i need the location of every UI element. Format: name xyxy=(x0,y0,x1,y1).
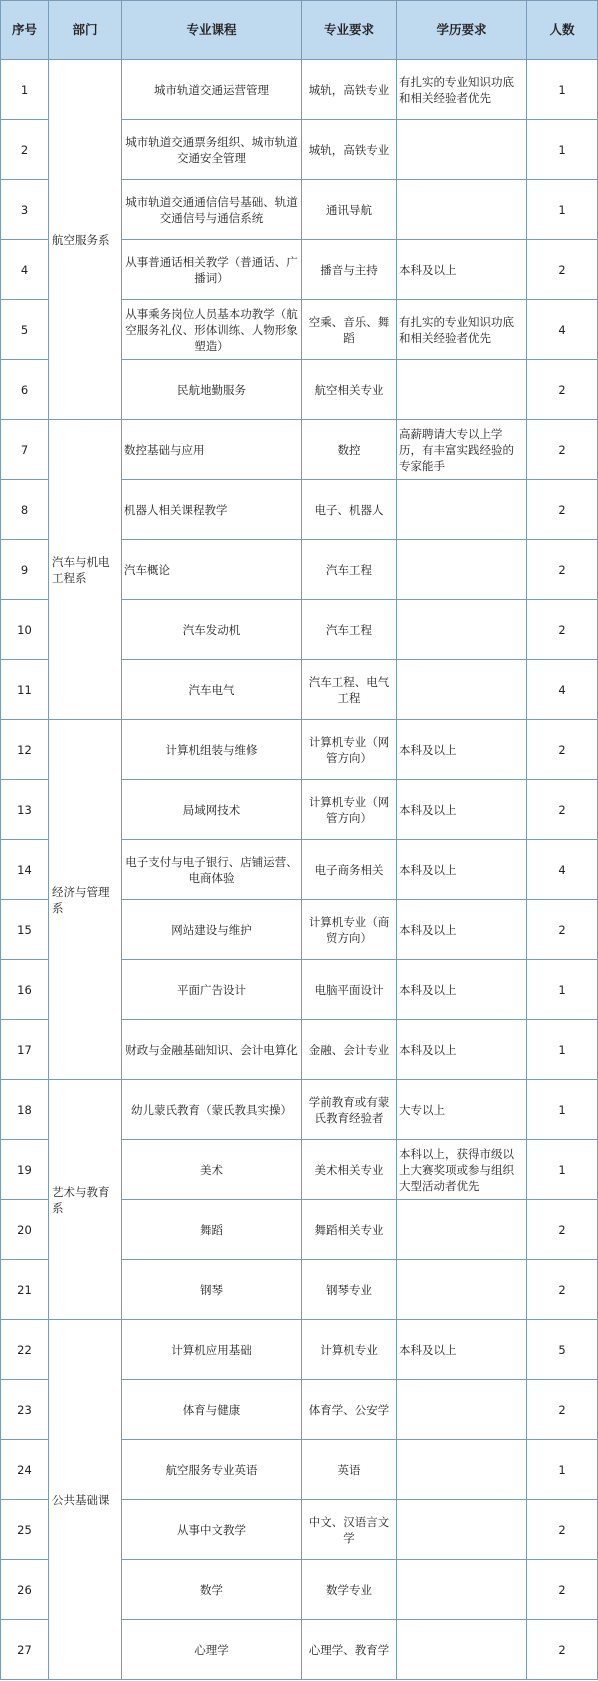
education-requirement-cell: 本科及以上 xyxy=(397,900,527,960)
header-row xyxy=(1,1,598,60)
row-index: 8 xyxy=(1,480,49,540)
row-index: 21 xyxy=(1,1260,49,1320)
count-cell: 2 xyxy=(527,780,598,840)
count-cell: 2 xyxy=(527,900,598,960)
header-education-requirement: 学历要求 xyxy=(397,1,527,60)
major-requirement-cell: 金融、会计专业 xyxy=(302,1020,397,1080)
education-requirement-cell: 本科及以上 xyxy=(397,1020,527,1080)
course-cell: 从事中文教学 xyxy=(122,1500,302,1560)
education-requirement-cell xyxy=(397,120,527,180)
count-cell: 1 xyxy=(527,1440,598,1500)
major-requirement-cell: 美术相关专业 xyxy=(302,1140,397,1200)
course-cell: 财政与金融基础知识、会计电算化 xyxy=(122,1020,302,1080)
row-index: 18 xyxy=(1,1080,49,1140)
count-cell: 1 xyxy=(527,60,598,120)
count-cell: 1 xyxy=(527,960,598,1020)
row-index: 26 xyxy=(1,1560,49,1620)
count-cell: 2 xyxy=(527,1260,598,1320)
major-requirement-cell: 空乘、音乐、舞蹈 xyxy=(302,300,397,360)
count-cell: 2 xyxy=(527,1200,598,1260)
education-requirement-cell xyxy=(397,180,527,240)
header-index: 序号 xyxy=(1,1,49,60)
count-cell: 4 xyxy=(527,660,598,720)
major-requirement-cell: 汽车工程 xyxy=(302,540,397,600)
major-requirement-cell: 学前教育或有蒙氏教育经验者 xyxy=(302,1080,397,1140)
header-major-requirement: 专业要求 xyxy=(302,1,397,60)
row-index: 1 xyxy=(1,60,49,120)
row-index: 14 xyxy=(1,840,49,900)
table-row xyxy=(1,60,598,120)
row-index: 11 xyxy=(1,660,49,720)
course-cell: 计算机组装与维修 xyxy=(122,720,302,780)
education-requirement-cell: 有扎实的专业知识功底和相关经验者优先 xyxy=(397,300,527,360)
row-index: 5 xyxy=(1,300,49,360)
row-index: 22 xyxy=(1,1320,49,1380)
course-cell: 从事乘务岗位人员基本功教学（航空服务礼仪、形体训练、人物形象塑造） xyxy=(122,300,302,360)
education-requirement-cell xyxy=(397,1200,527,1260)
education-requirement-cell xyxy=(397,540,527,600)
count-cell: 1 xyxy=(527,120,598,180)
major-requirement-cell: 中文、汉语言文学 xyxy=(302,1500,397,1560)
education-requirement-cell xyxy=(397,360,527,420)
header-department: 部门 xyxy=(49,1,122,60)
major-requirement-cell: 数学专业 xyxy=(302,1560,397,1620)
course-cell: 城市轨道交通通信信号基础、轨道交通信号与通信系统 xyxy=(122,180,302,240)
department-cell: 航空服务系 xyxy=(49,60,122,420)
count-cell: 2 xyxy=(527,720,598,780)
education-requirement-cell xyxy=(397,1260,527,1320)
major-requirement-cell: 心理学、教育学 xyxy=(302,1620,397,1680)
education-requirement-cell: 本科及以上 xyxy=(397,840,527,900)
count-cell: 2 xyxy=(527,1560,598,1620)
education-requirement-cell: 本科以上，获得市级以上大赛奖项或参与组织大型活动者优先 xyxy=(397,1140,527,1200)
count-cell: 1 xyxy=(527,1080,598,1140)
count-cell: 5 xyxy=(527,1320,598,1380)
count-cell: 1 xyxy=(527,1020,598,1080)
row-index: 27 xyxy=(1,1620,49,1680)
course-cell: 汽车电气 xyxy=(122,660,302,720)
major-requirement-cell: 英语 xyxy=(302,1440,397,1500)
education-requirement-cell: 高薪聘请大专以上学历，有丰富实践经验的专家能手 xyxy=(397,420,527,480)
row-index: 15 xyxy=(1,900,49,960)
count-cell: 2 xyxy=(527,360,598,420)
course-cell: 钢琴 xyxy=(122,1260,302,1320)
major-requirement-cell: 电子、机器人 xyxy=(302,480,397,540)
table-row xyxy=(1,720,598,780)
count-cell: 1 xyxy=(527,1140,598,1200)
row-index: 9 xyxy=(1,540,49,600)
major-requirement-cell: 计算机专业（商贸方向） xyxy=(302,900,397,960)
department-cell: 汽车与机电工程系 xyxy=(49,420,122,720)
education-requirement-cell: 本科及以上 xyxy=(397,960,527,1020)
header-course: 专业课程 xyxy=(122,1,302,60)
course-cell: 电子支付与电子银行、店铺运营、电商体验 xyxy=(122,840,302,900)
row-index: 6 xyxy=(1,360,49,420)
row-index: 12 xyxy=(1,720,49,780)
table-header xyxy=(1,1,598,60)
count-cell: 4 xyxy=(527,840,598,900)
row-index: 25 xyxy=(1,1500,49,1560)
major-requirement-cell: 汽车工程 xyxy=(302,600,397,660)
course-cell: 数学 xyxy=(122,1560,302,1620)
education-requirement-cell: 本科及以上 xyxy=(397,720,527,780)
course-cell: 航空服务专业英语 xyxy=(122,1440,302,1500)
course-cell: 美术 xyxy=(122,1140,302,1200)
education-requirement-cell xyxy=(397,1440,527,1500)
row-index: 4 xyxy=(1,240,49,300)
row-index: 3 xyxy=(1,180,49,240)
course-cell: 汽车发动机 xyxy=(122,600,302,660)
course-cell: 计算机应用基础 xyxy=(122,1320,302,1380)
course-cell: 民航地勤服务 xyxy=(122,360,302,420)
row-index: 23 xyxy=(1,1380,49,1440)
count-cell: 4 xyxy=(527,300,598,360)
table-row xyxy=(1,1080,598,1140)
count-cell: 2 xyxy=(527,540,598,600)
count-cell: 2 xyxy=(527,420,598,480)
education-requirement-cell: 本科及以上 xyxy=(397,240,527,300)
education-requirement-cell xyxy=(397,1380,527,1440)
count-cell: 2 xyxy=(527,240,598,300)
course-cell: 平面广告设计 xyxy=(122,960,302,1020)
count-cell: 1 xyxy=(527,180,598,240)
row-index: 19 xyxy=(1,1140,49,1200)
course-cell: 机器人相关课程教学 xyxy=(122,480,302,540)
education-requirement-cell xyxy=(397,480,527,540)
education-requirement-cell xyxy=(397,1500,527,1560)
major-requirement-cell: 航空相关专业 xyxy=(302,360,397,420)
row-index: 13 xyxy=(1,780,49,840)
course-cell: 数控基础与应用 xyxy=(122,420,302,480)
education-requirement-cell xyxy=(397,1560,527,1620)
row-index: 20 xyxy=(1,1200,49,1260)
course-cell: 城市轨道交通票务组织、城市轨道交通安全管理 xyxy=(122,120,302,180)
row-index: 24 xyxy=(1,1440,49,1500)
table-row xyxy=(1,420,598,480)
department-cell: 经济与管理系 xyxy=(49,720,122,1080)
course-cell: 幼儿蒙氏教育（蒙氏教具实操） xyxy=(122,1080,302,1140)
row-index: 2 xyxy=(1,120,49,180)
course-cell: 城市轨道交通运营管理 xyxy=(122,60,302,120)
education-requirement-cell: 本科及以上 xyxy=(397,1320,527,1380)
department-cell: 公共基础课 xyxy=(49,1320,122,1680)
major-requirement-cell: 汽车工程、电气工程 xyxy=(302,660,397,720)
course-cell: 局域网技术 xyxy=(122,780,302,840)
major-requirement-cell: 舞蹈相关专业 xyxy=(302,1200,397,1260)
major-requirement-cell: 体育学、公安学 xyxy=(302,1380,397,1440)
major-requirement-cell: 播音与主持 xyxy=(302,240,397,300)
major-requirement-cell: 城轨，高铁专业 xyxy=(302,60,397,120)
row-index: 10 xyxy=(1,600,49,660)
header-count: 人数 xyxy=(527,1,598,60)
count-cell: 2 xyxy=(527,480,598,540)
major-requirement-cell: 电脑平面设计 xyxy=(302,960,397,1020)
course-cell: 网站建设与维护 xyxy=(122,900,302,960)
course-cell: 从事普通话相关教学（普通话、广播词） xyxy=(122,240,302,300)
education-requirement-cell: 有扎实的专业知识功底和相关经验者优先 xyxy=(397,60,527,120)
course-cell: 心理学 xyxy=(122,1620,302,1680)
major-requirement-cell: 通讯导航 xyxy=(302,180,397,240)
major-requirement-cell: 计算机专业 xyxy=(302,1320,397,1380)
education-requirement-cell: 大专以上 xyxy=(397,1080,527,1140)
major-requirement-cell: 钢琴专业 xyxy=(302,1260,397,1320)
table-row xyxy=(1,1320,598,1380)
major-requirement-cell: 城轨，高铁专业 xyxy=(302,120,397,180)
course-cell: 汽车概论 xyxy=(122,540,302,600)
row-index: 7 xyxy=(1,420,49,480)
count-cell: 2 xyxy=(527,600,598,660)
course-cell: 体育与健康 xyxy=(122,1380,302,1440)
row-index: 16 xyxy=(1,960,49,1020)
major-requirement-cell: 计算机专业（网管方向） xyxy=(302,780,397,840)
count-cell: 2 xyxy=(527,1380,598,1440)
table-body xyxy=(1,60,598,1680)
education-requirement-cell xyxy=(397,660,527,720)
count-cell: 2 xyxy=(527,1620,598,1680)
education-requirement-cell xyxy=(397,600,527,660)
major-requirement-cell: 数控 xyxy=(302,420,397,480)
department-cell: 艺术与教育系 xyxy=(49,1080,122,1320)
course-cell: 舞蹈 xyxy=(122,1200,302,1260)
count-cell: 2 xyxy=(527,1500,598,1560)
row-index: 17 xyxy=(1,1020,49,1080)
education-requirement-cell: 本科及以上 xyxy=(397,780,527,840)
major-requirement-cell: 计算机专业（网管方向） xyxy=(302,720,397,780)
education-requirement-cell xyxy=(397,1620,527,1680)
major-requirement-cell: 电子商务相关 xyxy=(302,840,397,900)
